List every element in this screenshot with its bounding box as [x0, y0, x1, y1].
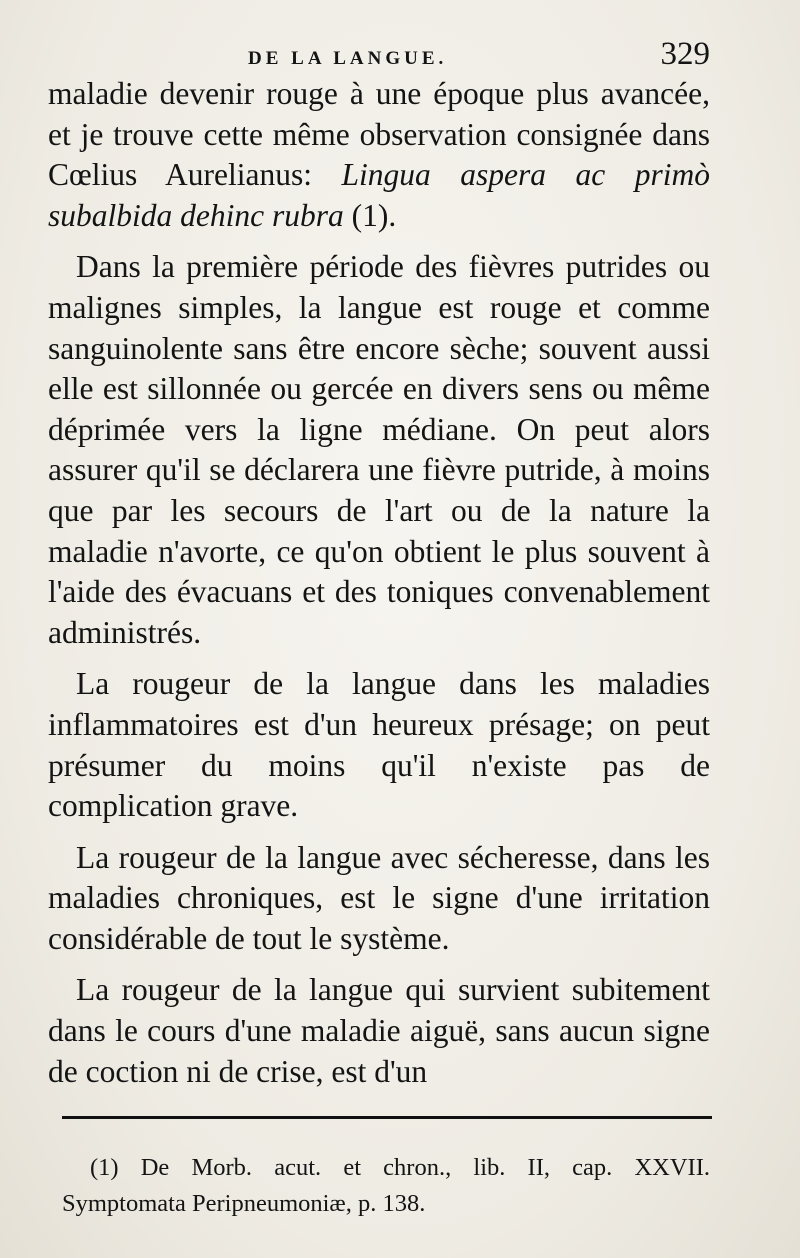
latin-quote: Lingua aspera ac primò subalbida dehinc rubra — [48, 157, 710, 233]
footnote-rule — [62, 1116, 712, 1119]
footnote-line-1: (1) De Morb. acut. et chron., lib. II, cap. XXVII. — [90, 1154, 710, 1181]
footnote — [62, 1150, 710, 1222]
footnote-line-2: Symptomata Peripneumoniæ, p. 138. — [62, 1190, 426, 1217]
paragraph-5: La rougeur de la langue qui survient subitement dans le cours d'une maladie aiguë, sans aucun signe de coction ni de crise, est d'un — [48, 972, 710, 1089]
paragraph-1-text: maladie devenir rouge à une époque plus avancée, et je trouve cette même observation consignée dans Cœlius Aurelianus: — [48, 76, 710, 193]
running-head: DE LA LANGUE. — [248, 48, 448, 69]
paragraph-1 — [48, 74, 710, 236]
paragraph-3: La rougeur de la langue dans les maladies inflammatoires est d'un heureux présage; on peut présumer du moins qu'il n'existe pas de complication grave. — [48, 666, 710, 824]
footnote-reference: (1). — [343, 197, 397, 233]
paragraph-4: La rougeur de la langue avec sécheresse, dans les maladies chroniques, est le signe d'une irritation considérable de tout le système. — [48, 839, 710, 956]
page-number: 329 — [660, 36, 710, 72]
body-text — [48, 74, 710, 1092]
paragraph-2: Dans la première période des fièvres putrides ou malignes simples, la langue est rouge et comme sanguinolente sans être encore sèche; souvent aussi elle est sillonnée ou gercée en divers sens ou même déprimée vers la ligne médiane. On peut alors assurer qu'il se déclarera une fièvre putride, à moins que par les secours de l'art ou de la nature la maladie n'avorte, ce qu'on obtient le plus souvent à l'aide des évacuans et des toniques convenablement administrés. — [48, 249, 710, 650]
